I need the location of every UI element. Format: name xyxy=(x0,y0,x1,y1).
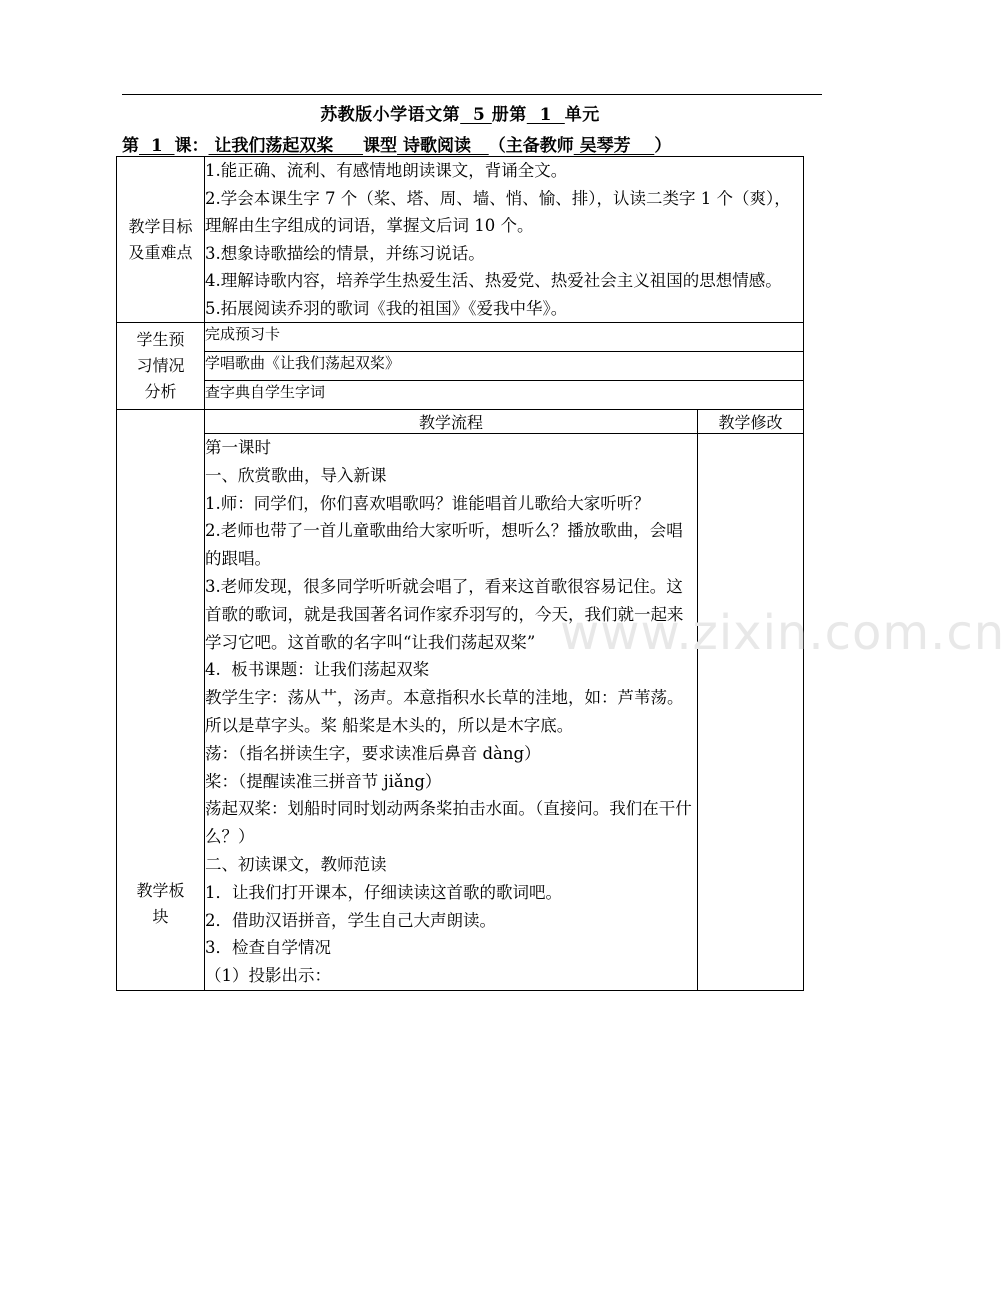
flow-line: （1）投影出示： xyxy=(205,966,331,986)
objective-item: 2.学会本课生字 7 个（桨、塔、周、墙、悄、愉、排），认读二类字 1 个（爽），理解由生字组成的词语，掌握文后词 10 个。 xyxy=(205,188,791,235)
objective-item: 3.想象诗歌描绘的情景，并练习说话。 xyxy=(205,243,485,263)
flow-line: 3.老师发现，很多同学听听就会唱了，看来这首歌很容易记住。这首歌的歌词，就是我国著名词作家乔羽写的，今天，我们就一起来学习它吧。这首歌的名字叫“让我们荡起双桨” xyxy=(205,576,684,652)
blocks-content-row xyxy=(117,434,804,991)
lesson-label-first: 第 xyxy=(122,136,139,156)
objective-item: 1.能正确、流利、有感情地朗读课文，背诵全文。 xyxy=(205,161,568,180)
page-title xyxy=(0,100,920,125)
preview-row xyxy=(117,323,804,352)
preview-label: 学生预 习情况 分析 xyxy=(117,323,205,410)
teaching-flow xyxy=(205,434,698,991)
lesson-type: 诗歌阅读 xyxy=(397,136,489,156)
flow-line: 桨：（提醒读准三拼音节 jiǎng） xyxy=(205,771,442,791)
preview-item: 完成预习卡 xyxy=(205,323,804,352)
flow-line: 4. 板书课题：让我们荡起双桨 xyxy=(205,660,430,680)
preview-item: 查字典自学生字词 xyxy=(205,381,804,410)
lesson-plan-table xyxy=(116,156,804,991)
flow-line: 3．检查自学情况 xyxy=(205,938,331,958)
flow-line: 1．让我们打开课本，仔细读读这首歌的歌词吧。 xyxy=(205,882,562,902)
objectives-list xyxy=(205,157,804,323)
flow-line: 二、初读课文，教师范读 xyxy=(205,854,387,874)
teacher-close: ） xyxy=(654,136,672,156)
title-middle: 册第 xyxy=(491,105,527,125)
flow-line: 一、欣赏歌曲，导入新课 xyxy=(205,465,387,485)
flow-line: 1.师：同学们，你们喜欢唱歌吗？谁能唱首儿歌给大家听听？ xyxy=(205,493,650,513)
type-label: 课型 xyxy=(363,136,398,156)
flow-header: 教学流程 xyxy=(205,410,698,434)
title-prefix: 苏教版小学语文第 xyxy=(320,105,461,125)
lesson-title: 让我们荡起双桨 xyxy=(208,136,364,156)
header-rule xyxy=(122,94,822,95)
revision-cell xyxy=(698,434,804,991)
flow-line: 荡：（指名拼读生字，要求读准后鼻音 dàng） xyxy=(205,743,541,763)
flow-line: 2.老师也带了一首儿童歌曲给大家听听，想听么？播放歌曲，会唱的跟唱。 xyxy=(205,521,683,569)
flow-line: 教学生字：荡从艹，汤声。本意指积水长草的洼地，如：芦苇荡。所以是草字头。桨 船桨是木头的，所以是木字底。 xyxy=(205,688,684,735)
volume-number: 5 xyxy=(460,105,492,125)
teacher-label: （主备教师 xyxy=(488,136,574,156)
preview-row xyxy=(117,381,804,410)
teacher-name: 吴琴芳 xyxy=(573,136,655,156)
title-suffix: 单元 xyxy=(564,105,600,125)
lesson-label: 课： xyxy=(174,136,209,156)
unit-number: 1 xyxy=(526,105,565,125)
lesson-number: 1 xyxy=(139,136,175,156)
blocks-label: 教学板 块 xyxy=(117,410,205,991)
objectives-label: 教学目标 及重难点 xyxy=(117,157,205,323)
objectives-row xyxy=(117,157,804,323)
objective-item: 5.拓展阅读乔羽的歌词《我的祖国》《爱我中华》。 xyxy=(205,298,568,318)
revise-header: 教学修改 xyxy=(698,410,804,434)
preview-item: 学唱歌曲《让我们荡起双桨》 xyxy=(205,352,804,381)
flow-line: 荡起双桨：划船时同时划动两条桨拍击水面。（直接问。我们在干什么？） xyxy=(205,799,692,847)
lesson-line xyxy=(122,131,842,156)
watermark: www.zixin.com.cn xyxy=(560,605,1005,661)
objective-item: 4.理解诗歌内容，培养学生热爱生活、热爱党、热爱社会主义祖国的思想情感。 xyxy=(205,271,782,290)
flow-line: 2．借助汉语拼音，学生自己大声朗读。 xyxy=(205,910,496,930)
flow-line: 第一课时 xyxy=(205,438,271,457)
blocks-header-row xyxy=(117,410,804,434)
preview-row xyxy=(117,352,804,381)
